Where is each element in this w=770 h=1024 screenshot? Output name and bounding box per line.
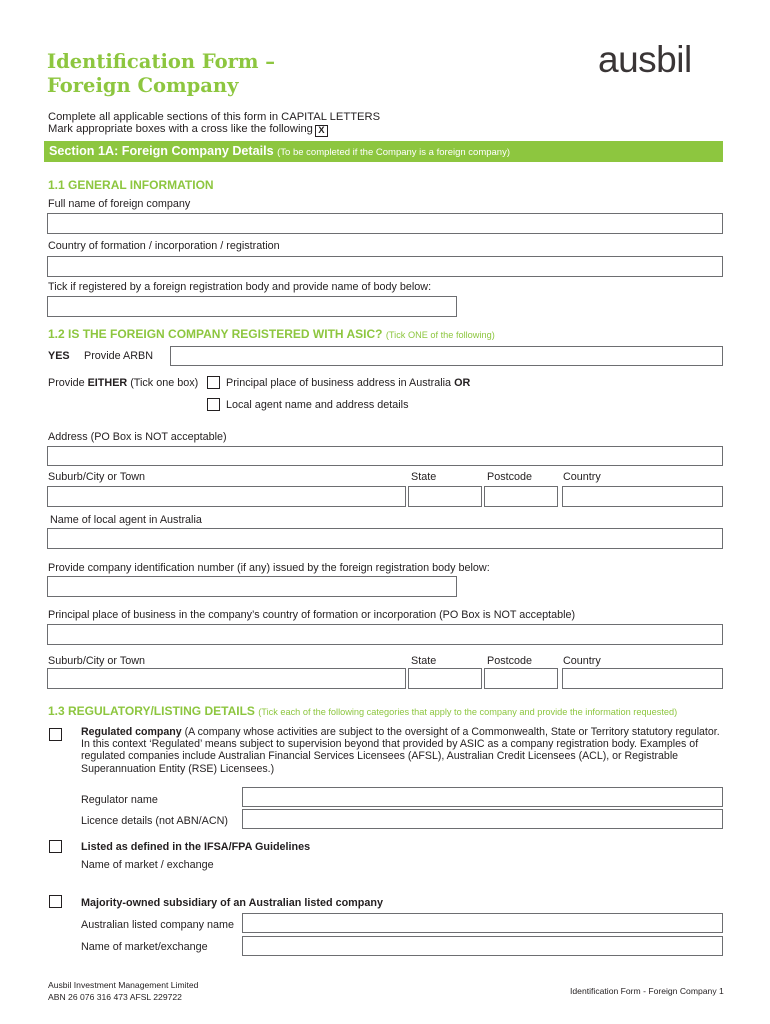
aus-listed-company-label: Australian listed company name bbox=[81, 919, 235, 931]
intro-line2 bbox=[48, 123, 328, 137]
local-agent-name-label: Name of local agent in Australia bbox=[50, 514, 202, 526]
suburb-field[interactable] bbox=[47, 486, 406, 507]
country-formation-field[interactable] bbox=[47, 256, 723, 277]
address-field[interactable] bbox=[47, 446, 723, 466]
principal-place-checkbox[interactable] bbox=[207, 376, 220, 389]
regulated-company-text: (A company whose activities are subject to the oversight of a Commonwealth, State or Territory statutory regulator. In this context ‘Regulated’ means subject to supervision beyond that provided by ASIC as a company registration body. Examples of regulated companies include Australian Financial Services Licensees (AFSL), Australian Credit Licensees (ACL), or Registrable Superannuation Entity (RSE) Licensees.) bbox=[81, 726, 720, 775]
option1-text: Principal place of business address in Australia bbox=[226, 377, 452, 389]
state-label: State bbox=[411, 471, 437, 483]
asic-heading-text: 1.2 IS THE FOREIGN COMPANY REGISTERED WITH ASIC? bbox=[48, 327, 383, 341]
intro-line1: Complete all applicable sections of this form in CAPITAL LETTERS bbox=[48, 111, 381, 123]
postcode-field-2[interactable] bbox=[484, 668, 558, 689]
section-title: Section 1A: Foreign Company Details bbox=[49, 144, 274, 158]
registration-body-label: Tick if registered by a foreign registration body and provide name of body below: bbox=[48, 281, 432, 293]
state-field-2[interactable] bbox=[408, 668, 482, 689]
asic-heading-note: (Tick ONE of the following) bbox=[385, 330, 495, 340]
provide-either-label bbox=[48, 377, 198, 389]
country-label-2: Country bbox=[563, 655, 601, 667]
local-agent-name-field[interactable] bbox=[47, 528, 723, 549]
tick-one-box-text: (Tick one box) bbox=[130, 377, 199, 389]
subsidiary-title: Majority-owned subsidiary of an Australian listed company bbox=[81, 897, 383, 909]
market-exchange-field[interactable] bbox=[242, 936, 723, 956]
country-label: Country bbox=[563, 471, 601, 483]
postcode-field[interactable] bbox=[484, 486, 558, 507]
regulatory-heading bbox=[48, 704, 677, 719]
suburb-field-2[interactable] bbox=[47, 668, 406, 689]
footer-page: Identification Form - Foreign Company 1 bbox=[570, 986, 724, 996]
page-title bbox=[47, 50, 275, 98]
regulatory-heading-text: 1.3 REGULATORY/LISTING DETAILS bbox=[48, 704, 255, 718]
listed-checkbox[interactable] bbox=[49, 840, 62, 853]
regulated-company-checkbox[interactable] bbox=[49, 728, 62, 741]
suburb-label: Suburb/City or Town bbox=[48, 471, 146, 483]
page-title-line2: Foreign Company bbox=[47, 74, 239, 97]
section-header-bar bbox=[44, 141, 723, 162]
market-exchange-label: Name of market/exchange bbox=[81, 941, 208, 953]
aus-listed-company-field[interactable] bbox=[242, 913, 723, 933]
general-info-heading: 1.1 GENERAL INFORMATION bbox=[48, 178, 214, 192]
market-name-label: Name of market / exchange bbox=[81, 859, 214, 871]
provide-prefix: Provide bbox=[48, 377, 85, 389]
listed-title: Listed as defined in the IFSA/FPA Guidelines bbox=[81, 841, 311, 853]
regulator-name-label: Regulator name bbox=[81, 794, 158, 806]
address-label: Address (PO Box is NOT acceptable) bbox=[48, 431, 227, 443]
intro-line2-text: Mark appropriate boxes with a cross like the following bbox=[48, 123, 313, 135]
yes-label: YES bbox=[48, 350, 70, 362]
company-id-field[interactable] bbox=[47, 576, 457, 597]
regulatory-heading-note: (Tick each of the following categories that apply to the company and provide the information requested) bbox=[258, 707, 678, 717]
section-note: (To be completed if the Company is a foreign company) bbox=[277, 147, 511, 158]
page-title-line1: Identification Form – bbox=[47, 50, 276, 73]
local-agent-option-label: Local agent name and address details bbox=[226, 399, 409, 411]
arbn-field[interactable] bbox=[170, 346, 723, 366]
regulated-company-title: Regulated company bbox=[81, 726, 182, 738]
asic-heading bbox=[48, 327, 495, 342]
licence-details-field[interactable] bbox=[242, 809, 723, 829]
principal-place-overseas-field[interactable] bbox=[47, 624, 723, 645]
postcode-label-2: Postcode bbox=[487, 655, 533, 667]
country-field[interactable] bbox=[562, 486, 723, 507]
full-name-label: Full name of foreign company bbox=[48, 198, 191, 210]
example-cross-box: X bbox=[315, 125, 328, 137]
company-id-label: Provide company identification number (if any) issued by the foreign registration body below: bbox=[48, 562, 490, 574]
registration-body-field[interactable] bbox=[47, 296, 457, 317]
principal-place-option-label bbox=[226, 377, 470, 389]
ausbil-logo: ausbil bbox=[598, 39, 692, 80]
country-formation-label: Country of formation / incorporation / registration bbox=[48, 240, 280, 252]
footer-abn: ABN 26 076 316 473 AFSL 229722 bbox=[48, 992, 182, 1002]
country-field-2[interactable] bbox=[562, 668, 723, 689]
regulator-name-field[interactable] bbox=[242, 787, 723, 807]
licence-details-label: Licence details (not ABN/ACN) bbox=[81, 815, 229, 827]
full-name-field[interactable] bbox=[47, 213, 723, 234]
state-field[interactable] bbox=[408, 486, 482, 507]
local-agent-checkbox[interactable] bbox=[207, 398, 220, 411]
state-label-2: State bbox=[411, 655, 437, 667]
suburb-label-2: Suburb/City or Town bbox=[48, 655, 146, 667]
postcode-label: Postcode bbox=[487, 471, 533, 483]
footer-company: Ausbil Investment Management Limited bbox=[48, 980, 199, 990]
either-text: EITHER bbox=[87, 377, 128, 389]
provide-arbn-label: Provide ARBN bbox=[84, 350, 154, 362]
option1-or: OR bbox=[454, 377, 471, 389]
regulated-company-paragraph bbox=[81, 726, 721, 775]
subsidiary-checkbox[interactable] bbox=[49, 895, 62, 908]
principal-place-overseas-label: Principal place of business in the company’s country of formation or incorporation (PO Box is NOT acceptable) bbox=[48, 609, 576, 621]
